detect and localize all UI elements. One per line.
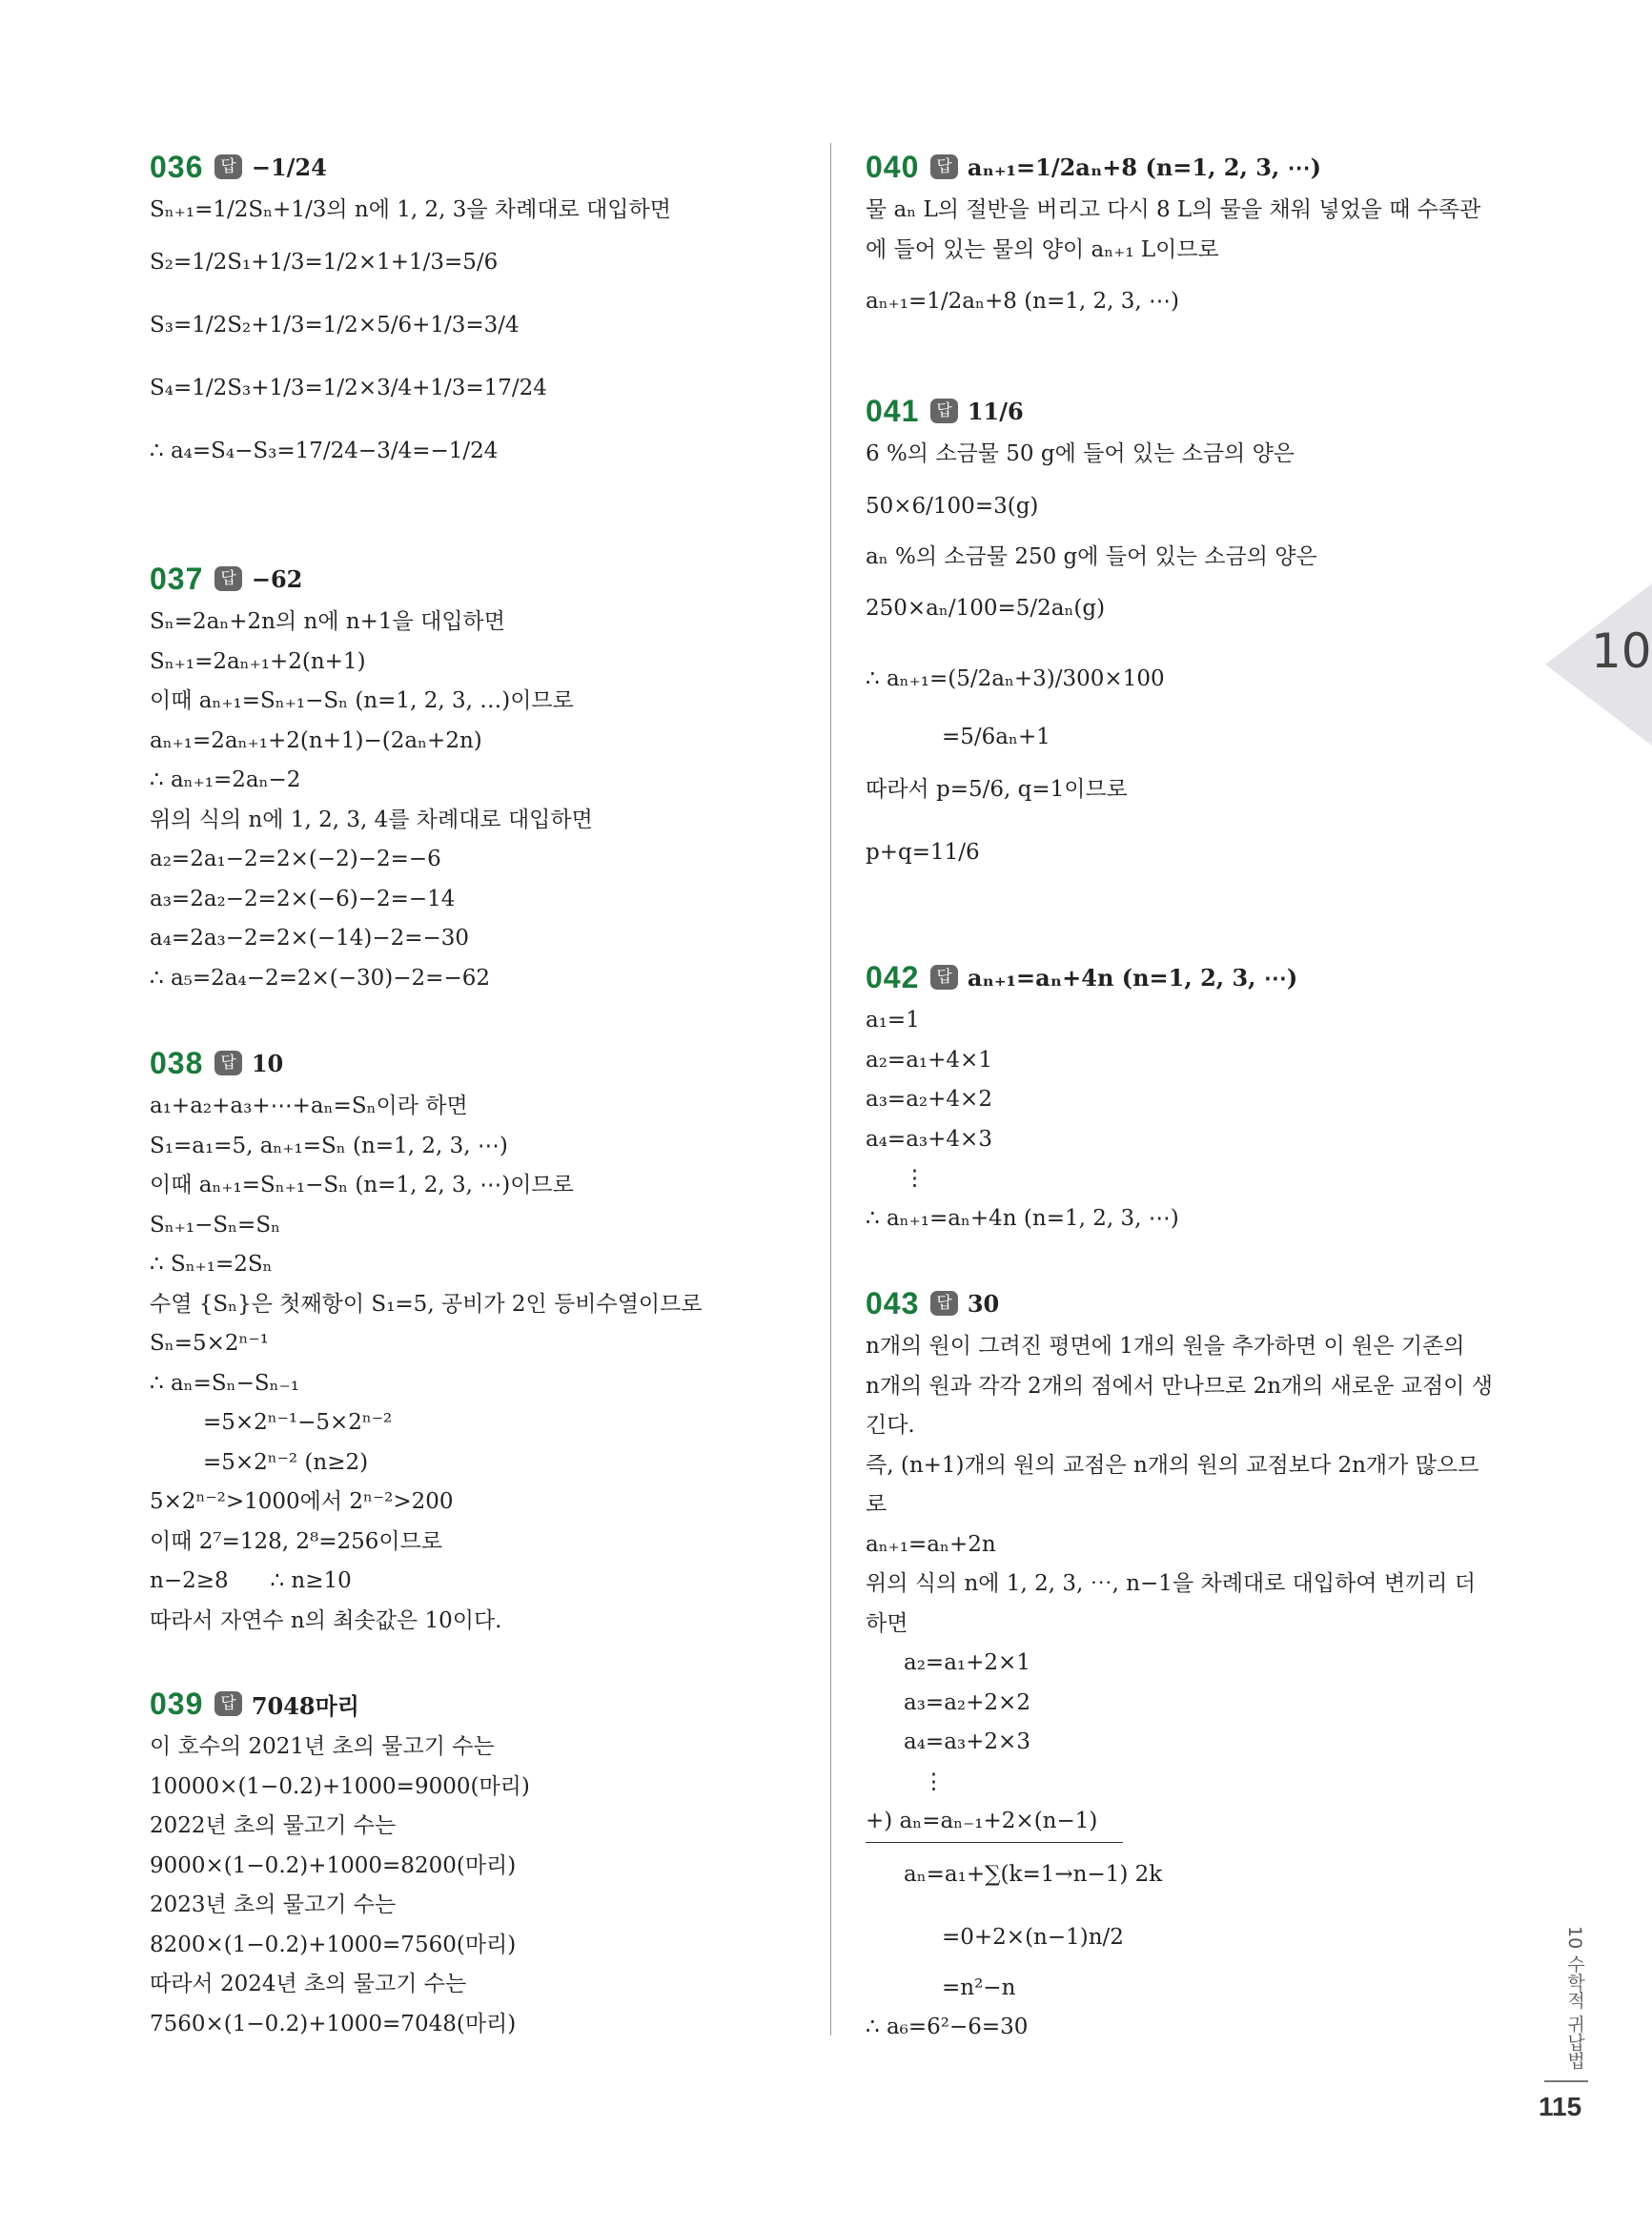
solution-line: 위의 식의 n에 1, 2, 3, 4를 차례대로 대입하면 [150, 807, 593, 832]
problem-header [150, 1680, 817, 1728]
solution-line: 2023년 초의 물고기 수는 [150, 1892, 397, 1917]
problem-header [150, 1039, 817, 1087]
problem-number: 036 [150, 149, 204, 184]
solution-line: a₂=2a₁−2=2×(−2)−2=−6 [150, 847, 441, 871]
problem-number: 037 [150, 561, 204, 596]
solution-line: Sₙ=5×2ⁿ⁻¹ [150, 1331, 269, 1356]
solution-line: a₁+a₂+a₃+⋯+aₙ=Sₙ이라 하면 [150, 1094, 468, 1118]
solution-line: 6 %의 소금물 50 g에 들어 있는 소금의 양은 [866, 441, 1295, 466]
solution-line: 7560×(1−0.2)+1000=7048(마리) [150, 2011, 517, 2036]
problem-header [866, 1279, 1523, 1327]
problem-042 [866, 953, 1523, 1238]
solution-line: S₄=1/2S₃+1/3=1/2×3/4+1/3=17/24 [150, 375, 547, 400]
solution-line: ∴ a₄=S₄−S₃=17/24−3/4=−1/24 [150, 438, 499, 463]
solution-line: 따라서 2024년 초의 물고기 수는 [150, 1972, 467, 1996]
solution-line: 따라서 자연수 n의 최솟값은 10이다. [150, 1607, 502, 1633]
solution-line: a₄=2a₃−2=2×(−14)−2=−30 [150, 926, 470, 951]
problem-header [866, 143, 1523, 191]
solution-line: aₙ₊₁=aₙ+2n [866, 1531, 996, 1557]
problem-number: 038 [150, 1045, 204, 1080]
answer-value: 30 [967, 1289, 1000, 1318]
answer-badge: 답 [930, 1291, 957, 1316]
solution-line: n개의 원이 그려진 평면에 1개의 원을 추가하면 이 원은 기존의 [866, 1334, 1465, 1359]
answer-value: 10 [251, 1049, 284, 1077]
answer-value: −62 [251, 564, 303, 593]
solution-line: Sₙ₊₁=2aₙ₊₁+2(n+1) [150, 648, 366, 674]
problem-number: 042 [866, 959, 920, 994]
solution-line: ∴ aₙ₊₁=2aₙ−2 [150, 767, 301, 792]
chapter-tab [1545, 583, 1652, 746]
answer-badge: 답 [930, 399, 957, 423]
solution-line: a₄=a₃+4×3 [866, 1126, 992, 1152]
answer-value: 7048마리 [251, 1691, 359, 1720]
solution-line: S₃=1/2S₂+1/3=1/2×5/6+1/3=3/4 [150, 312, 520, 338]
solution-line: 2022년 초의 물고기 수는 [150, 1813, 397, 1838]
solution-line: ⋮ [904, 1166, 926, 1191]
problem-037 [150, 555, 817, 998]
solution-line: =0+2×(n−1)n/2 [942, 1924, 1124, 1950]
answer-badge: 답 [214, 566, 241, 591]
problem-036 [150, 143, 817, 482]
solution-line: aₙ=a₁+∑(k=1→n−1) 2k [904, 1861, 1163, 1887]
problem-header [150, 143, 817, 191]
answer-badge: 답 [214, 1051, 241, 1075]
solution-line: a₂=a₁+2×1 [904, 1650, 1030, 1675]
solution-line: 하면 [866, 1610, 908, 1636]
solution-line: aₙ₊₁=2aₙ₊₁+2(n+1)−(2aₙ+2n) [150, 727, 482, 753]
solution-line: Sₙ₊₁=1/2Sₙ+1/3의 n에 1, 2, 3을 차례대로 대입하면 [150, 197, 671, 222]
solution-line: =5×2ⁿ⁻¹−5×2ⁿ⁻² [203, 1410, 393, 1435]
problem-header [866, 953, 1523, 1001]
solution-line: +) aₙ=aₙ₋₁+2×(n−1) [866, 1802, 1123, 1843]
solution-line: a₄=a₃+2×3 [904, 1729, 1030, 1754]
solution-line: a₃=a₂+2×2 [904, 1689, 1030, 1715]
problem-number: 041 [866, 393, 920, 428]
solution-line: ∴ a₆=6²−6=30 [866, 2015, 1029, 2039]
footer-rule [1544, 2080, 1588, 2082]
problem-number: 043 [866, 1285, 920, 1320]
solution-line: =n²−n [942, 1974, 1016, 2000]
solution-line: 이때 aₙ₊₁=Sₙ₊₁−Sₙ (n=1, 2, 3, …)이므로 [150, 688, 574, 713]
answer-value: 11/6 [967, 397, 1024, 425]
answer-badge: 답 [214, 1691, 241, 1716]
answer-badge: 답 [930, 154, 957, 179]
solution-line: 이때 aₙ₊₁=Sₙ₊₁−Sₙ (n=1, 2, 3, ⋯)이므로 [150, 1173, 574, 1197]
solution-line: 긴다. [866, 1413, 915, 1438]
solution-line: 물 aₙ L의 절반을 버리고 다시 8 L의 물을 채워 넣었을 때 수족관 [866, 197, 1481, 222]
solution-line: a₃=a₂+4×2 [866, 1087, 992, 1112]
problem-header [150, 555, 817, 603]
solution-line: =5/6aₙ+1 [942, 725, 1050, 749]
problem-number: 039 [150, 1686, 204, 1721]
solution-line: ∴ aₙ=Sₙ−Sₙ₋₁ [150, 1370, 299, 1396]
solution-line: n−2≥8 ∴ n≥10 [150, 1568, 352, 1593]
solution-line: 에 들어 있는 물의 양이 aₙ₊₁ L이므로 [866, 236, 1219, 262]
problem-040 [866, 143, 1523, 333]
solution-line: 이 호수의 2021년 초의 물고기 수는 [150, 1734, 495, 1759]
solution-line: n개의 원과 각각 2개의 점에서 만나므로 2n개의 새로운 교점이 생 [866, 1373, 1493, 1399]
solution-line: ∴ aₙ₊₁=(5/2aₙ+3)/300×100 [866, 666, 1165, 691]
solution-line: Sₙ=2aₙ+2n의 n에 n+1을 대입하면 [150, 609, 505, 634]
problem-039 [150, 1680, 817, 2044]
solution-line: ∴ a₅=2a₄−2=2×(−30)−2=−62 [150, 965, 490, 991]
solution-line: Sₙ₊₁−Sₙ=Sₙ [150, 1212, 281, 1238]
solution-line: 위의 식의 n에 1, 2, 3, ⋯, n−1을 차례대로 대입하여 변끼리 더 [866, 1571, 1477, 1596]
solution-line: 8200×(1−0.2)+1000=7560(마리) [150, 1932, 517, 1957]
solution-line: 이때 2⁷=128, 2⁸=256이므로 [150, 1528, 443, 1554]
solution-line: ∴ Sₙ₊₁=2Sₙ [150, 1252, 273, 1277]
answer-badge: 답 [214, 154, 241, 179]
problem-041 [866, 387, 1523, 884]
problem-043 [866, 1279, 1523, 2048]
column-divider [830, 143, 831, 2036]
page-number: 115 [1539, 2092, 1582, 2121]
solution-line: 10000×(1−0.2)+1000=9000(마리) [150, 1773, 530, 1799]
solution-line: a₃=2a₂−2=2×(−6)−2=−14 [150, 886, 456, 911]
solution-line: 250×aₙ/100=5/2aₙ(g) [866, 596, 1106, 621]
answer-value: aₙ₊₁=aₙ+4n (n=1, 2, 3, ⋯) [967, 963, 1298, 992]
solution-line: S₂=1/2S₁+1/3=1/2×1+1/3=5/6 [150, 249, 499, 275]
solution-line: 즉, (n+1)개의 원의 교점은 n개의 원의 교점보다 2n개가 많으므 [866, 1452, 1479, 1478]
solution-line: 5×2ⁿ⁻²>1000에서 2ⁿ⁻²>200 [150, 1489, 454, 1514]
solution-line: =5×2ⁿ⁻² (n≥2) [203, 1449, 369, 1475]
chapter-tab-number: 10 [1591, 624, 1652, 679]
solution-line: 수열 {Sₙ}은 첫째항이 S₁=5, 공비가 2인 등비수열이므로 [150, 1291, 703, 1317]
solution-line: aₙ %의 소금물 250 g에 들어 있는 소금의 양은 [866, 543, 1317, 569]
problem-038 [150, 1039, 817, 1641]
solution-line: 50×6/100=3(g) [866, 493, 1039, 519]
solution-line: ∴ aₙ₊₁=aₙ+4n (n=1, 2, 3, ⋯) [866, 1205, 1179, 1231]
answer-value: −1/24 [251, 153, 327, 181]
solution-line: S₁=a₁=5, aₙ₊₁=Sₙ (n=1, 2, 3, ⋯) [150, 1133, 508, 1158]
chapter-title-vertical: 10 수학적 귀납법 [1564, 1926, 1585, 2070]
problem-number: 040 [866, 149, 920, 184]
answer-badge: 답 [930, 965, 957, 990]
solution-line: p+q=11/6 [866, 839, 980, 865]
answer-value: aₙ₊₁=1/2aₙ+8 (n=1, 2, 3, ⋯) [967, 153, 1321, 181]
solution-line: a₂=a₁+4×1 [866, 1047, 992, 1073]
solution-line: 따라서 p=5/6, q=1이므로 [866, 776, 1128, 802]
solution-line: ⋮ [923, 1769, 945, 1794]
solution-line: a₁=1 [866, 1008, 920, 1033]
problem-header [866, 387, 1523, 435]
solution-line: aₙ₊₁=1/2aₙ+8 (n=1, 2, 3, ⋯) [866, 289, 1179, 314]
solution-line: 9000×(1−0.2)+1000=8200(마리) [150, 1852, 517, 1878]
solution-line: 로 [866, 1492, 887, 1517]
